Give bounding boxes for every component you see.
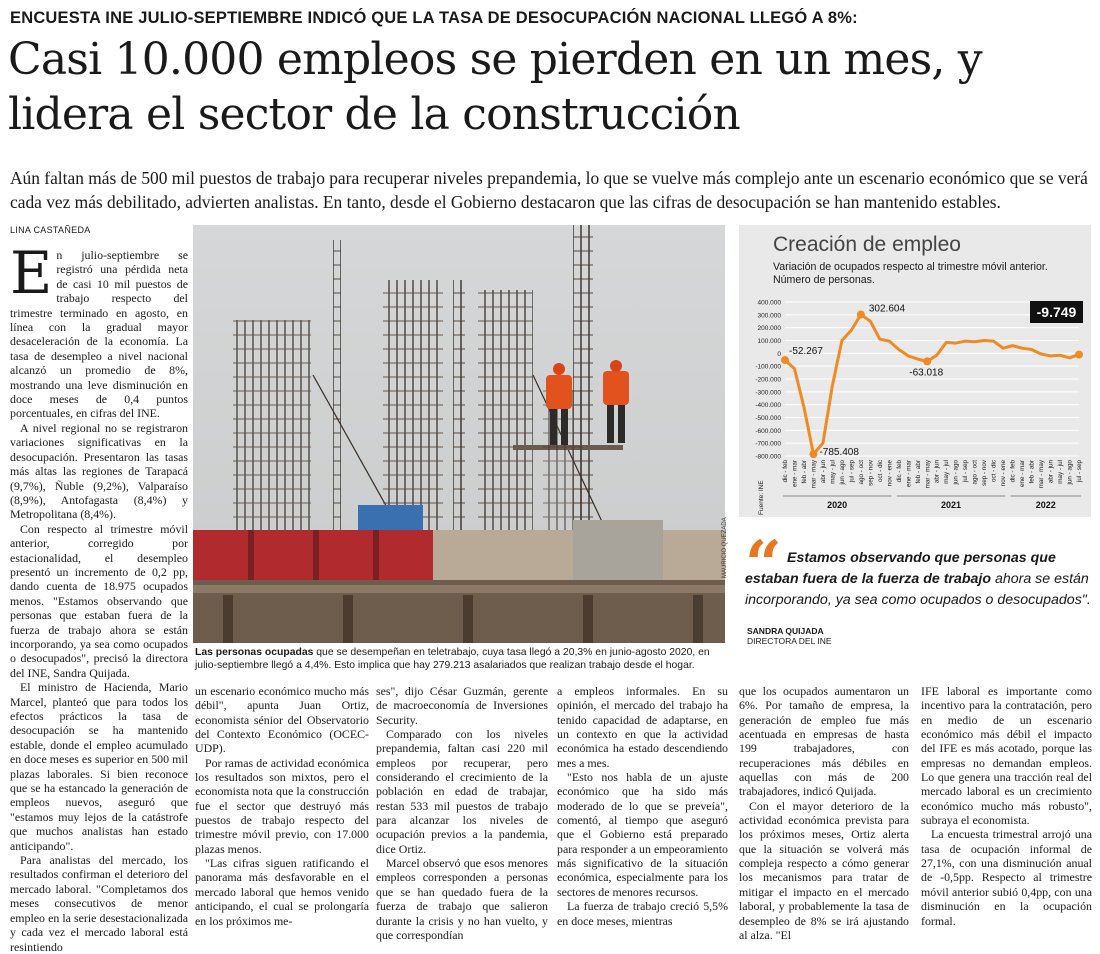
x-tick-label: jul - sep: [1076, 460, 1083, 484]
series-line: [785, 314, 1079, 454]
x-tick-label: jul - sep: [962, 460, 969, 484]
paragraph: "Las cifras siguen ratificando el panorama más desfavorable en el mercado laboral que hemos venido anticipando, el cual se prolongaría en los próximos me-: [195, 856, 369, 928]
x-tick-label: may - jul: [1057, 460, 1064, 484]
paragraph: La fuerza de trabajo creció 5,5% en doce meses, mientras: [557, 899, 728, 928]
y-tick-label: 300.000: [758, 312, 782, 319]
x-tick-label: oct - dic: [991, 460, 998, 482]
paragraph: Por ramas de actividad económica los resultados son mixtos, pero el economista nota que la construcción fue el sector que destruyó más puestos de trabajo respecto del trimestre móvil previo, con 17.000 plazas menos.: [195, 756, 369, 856]
column-2: [195, 684, 369, 928]
photo-caption: [195, 646, 725, 672]
x-tick-label: feb - abr: [915, 460, 922, 483]
data-point: [857, 310, 865, 318]
y-tick-label: 200.000: [758, 325, 782, 332]
data-point: [923, 357, 931, 365]
y-tick-label: -600.000: [755, 428, 781, 435]
x-tick-label: ene - mar: [905, 460, 912, 487]
column-3: [376, 684, 548, 942]
x-tick-label: abr - jun: [934, 460, 941, 484]
paragraph: A nivel regional no se registraron variaciones significativas en la desocupación. Presentaron las tasas más altas las regiones de Tarapacá (9,7%), Ñuble (9,2%), Valparaíso (8,9%), Antofagasta (8,4%) y Metropolitana (8,4%).: [10, 421, 188, 522]
pull-quote: [745, 548, 1093, 611]
x-tick-label: abr - jun: [1048, 460, 1055, 484]
x-tick-label: sep - nov: [981, 459, 988, 486]
paragraph: "Esto nos habla de un ajuste económico que ha sido más moderado de lo que se preveía", comentó, al tiempo que aseguró que el Gobierno está preparado para responder a un empeoramiento más significativo de la situación económica, especialmente para los sectores de menores recursos.: [557, 770, 728, 899]
y-tick-label: -300.000: [755, 389, 781, 396]
paragraph: a empleos informales. En su opinión, el mercado del trabajo ha tenido capacidad de adaptarse, en un contexto en que la actividad económica ha estado descendiendo mes a mes.: [557, 684, 728, 770]
paragraph: [10, 248, 188, 421]
x-tick-label: ago - oct: [858, 460, 865, 485]
lead-paragraph: Aún faltan más de 500 mil puestos de trabajo para recuperar niveles prepandemia, lo que se vuelve más complejo ante un escenario económico que se verá cada vez más debilitado, advierten analistas. En tanto, desde el Gobierno destacaron que las cifras de desocupación se han mantenido estables.: [10, 166, 1092, 214]
x-tick-label: jun - ago: [839, 460, 846, 486]
y-tick-label: -200.000: [755, 377, 781, 384]
x-tick-label: ene - mar: [1019, 460, 1026, 487]
data-point: [809, 450, 817, 458]
column-6: [921, 684, 1092, 928]
paragraph: que los ocupados aumentaron un 6%. Por tamaño de empresa, la generación de empleo fue más acentuada en empresas de hasta 199 trabajadores, con recuperaciones más débiles en aquellas con más de 200 trabajadores, indicó Quijada.: [739, 684, 909, 799]
quote-attribution: [747, 626, 832, 646]
x-tick-label: ago - oct: [972, 460, 979, 485]
x-tick-label: sep - nov: [867, 459, 874, 486]
paragraph: IFE laboral es importante como incentivo para la contratación, pero en medio de un escenario económico más débil el impacto del IFE es más acotado, porque las empresas no demandan empleos. Lo que genera una tracción real del mercado laboral es un crecimiento económico mucho más robusto", subraya el economista.: [921, 684, 1092, 827]
kicker: ENCUESTA INE JULIO-SEPTIEMBRE INDICÓ QUE LA TASA DE DESOCUPACIÓN NACIONAL LLEGÓ A 8%:: [10, 9, 1095, 28]
quote-bold: Estamos observando que personas que estaban fuera de la fuerza de trabajo: [745, 550, 1056, 587]
x-tick-label: may - jul: [943, 460, 950, 484]
paragraph: El ministro de Hacienda, Mario Marcel, planteó que para todos los efectos prácticos la tasa de desocupación se ha mantenido estable, donde el empleo acumulado en doce meses es superior en 500 mil plazas laborales. Si bien reconoce que se ha estancado la generación de empleos nuevos, aseguró que "estamos muy lejos de la catástrofe que muchos analistas han estado anticipando".: [10, 680, 188, 853]
x-tick-label: jun - ago: [953, 460, 960, 486]
paragraph-text: n julio-septiembre se registró una pérdida neta de casi 10 mil puestos de trabajo respecto del trimestre terminado en agosto, en línea con la gradual mayor desaceleración de la economía. La tasa de desempleo a nivel nacional alcanzó un promedio de 8%, mostrando una leve disminución en doce meses de 0,4 puntos porcentuales, en cifras del INE.: [10, 248, 188, 420]
data-label: -63.018: [909, 367, 943, 378]
column-1: [10, 248, 188, 954]
x-tick-label: mar - may: [810, 459, 817, 488]
chart-subtitle: Variación de ocupados respecto al trimestre móvil anterior. Número de personas.: [773, 261, 1083, 286]
construction-photo: [193, 225, 725, 643]
data-label: -52.267: [789, 346, 823, 357]
data-label: 302.604: [869, 303, 906, 314]
x-tick-label: jul - sep: [848, 460, 855, 484]
paragraph: Con respecto al trimestre móvil anterior, corregido por estacionalidad, el desempleo presentó un incremento de 0,2 pp, dando cuenta de 18.975 ocupados menos. "Estamos observando que personas que estaban fuera de la fuerza de trabajo ahora se están incorporando, ya sea como ocupados o desocupados", precisó la directora del INE, Sandra Quijada.: [10, 522, 188, 680]
x-tick-label: feb - abr: [801, 460, 808, 483]
caption-text: que se desempeñan en teletrabajo, cuya tasa llegó a 20,3% en junio-agosto 2020, en julio-septiembre llegó a 4,4%. Esto implica que hay 279.213 asalariados que realizan trabajo desde el hogar.: [195, 647, 710, 671]
x-tick-label: dic - feb: [782, 460, 789, 483]
y-tick-label: -500.000: [755, 415, 781, 422]
year-label: 2021: [941, 500, 961, 510]
data-label: -9.749: [1037, 304, 1077, 320]
x-tick-label: may - jul: [829, 460, 836, 484]
year-label: 2022: [1036, 500, 1056, 510]
headline: Casi 10.000 empleos se pierden en un mes, y lidera el sector de la construcción: [8, 32, 1098, 142]
paragraph: Comparado con los niveles prepandemia, faltan casi 220 mil empleos por recuperar, pero considerando el crecimiento de la población en edad de trabajar, restan 533 mil puestos de trabajo para alcanzar los niveles de ocupación previos a la pandemia, dice Ortiz.: [376, 727, 548, 856]
x-tick-label: mar - may: [924, 459, 931, 488]
chart-title: Creación de empleo: [773, 233, 961, 257]
data-point: [781, 356, 789, 364]
employment-chart: [739, 225, 1091, 517]
quote-text: [745, 548, 1093, 611]
x-tick-label: dic - feb: [1010, 460, 1017, 483]
paragraph: Marcel observó que esos menores empleos corresponden a personas que se han quedado fuera de la fuerza de trabajo que salieron durante la crisis y no han vuelto, y que correspondían: [376, 856, 548, 942]
chart-source: Fuente: INE: [758, 480, 765, 515]
x-tick-label: mar - may: [1038, 459, 1045, 488]
paragraph: Para analistas del mercado, los resultados confirman el deterioro del mercado laboral. "Completamos dos meses consecutivos de menor empleo en la serie desestacionalizada y cada vez el mercado laboral está resintiendo: [10, 853, 188, 954]
x-tick-label: abr - jun: [820, 460, 827, 484]
data-point: [1075, 351, 1083, 359]
quote-name: SANDRA QUIJADA: [747, 626, 832, 636]
paragraph: La encuesta trimestral arrojó una tasa de ocupación informal de 27,1%, con una disminución anual de -0,5pp. Respecto al trimestre móvil anterior subió 0,4pp, con una disminución en la ocupación formal.: [921, 827, 1092, 927]
y-tick-label: 0: [777, 351, 781, 358]
drop-cap: E: [10, 251, 52, 295]
x-tick-label: feb - abr: [1029, 460, 1036, 483]
data-label: -785.408: [819, 447, 859, 458]
paragraph: ses", dijo César Guzmán, gerente de macroeconomía de Inversiones Security.: [376, 684, 548, 727]
column-5: [739, 684, 909, 942]
byline: LINA CASTAÑEDA: [10, 225, 91, 235]
quote-rest: ahora se están incorporando, ya sea como ocupados o desocupados".: [745, 571, 1091, 608]
y-tick-label: -700.000: [755, 441, 781, 448]
column-4: [557, 684, 728, 928]
x-tick-label: dic - feb: [896, 460, 903, 483]
y-tick-label: -400.000: [755, 402, 781, 409]
y-tick-label: 100.000: [758, 338, 782, 345]
year-label: 2020: [827, 500, 847, 510]
y-tick-label: -100.000: [755, 364, 781, 371]
photo-credit: MAURICIO QUEZADA: [722, 517, 728, 578]
x-tick-label: oct - dic: [877, 460, 884, 482]
x-tick-label: nov - ene: [1000, 460, 1007, 487]
caption-lead: Las personas ocupadas: [195, 647, 313, 658]
y-tick-label: 400.000: [758, 300, 782, 307]
paragraph: un escenario económico mucho más débil", apunta Juan Ortiz, economista sénior del Observatorio del Contexto Económico (OCEC-UDP).: [195, 684, 369, 756]
quote-icon: “: [745, 540, 782, 590]
x-tick-label: jun - ago: [1067, 460, 1074, 486]
paragraph: Con el mayor deterioro de la actividad económica prevista para los próximos meses, Ortiz alerta que la situación se volverá más compleja respecto a cómo generar los mecanismos para tratar de mitigar el impacto en el mercado laboral, y probablemente la tasa de desempleo de 8% se irá ajustando al alza. "El: [739, 799, 909, 942]
quote-role: DIRECTORA DEL INE: [747, 636, 832, 646]
y-tick-label: -800.000: [755, 454, 781, 461]
chart-plot: [739, 225, 1091, 517]
x-tick-label: nov - ene: [886, 460, 893, 487]
x-tick-label: ene - mar: [791, 460, 798, 487]
